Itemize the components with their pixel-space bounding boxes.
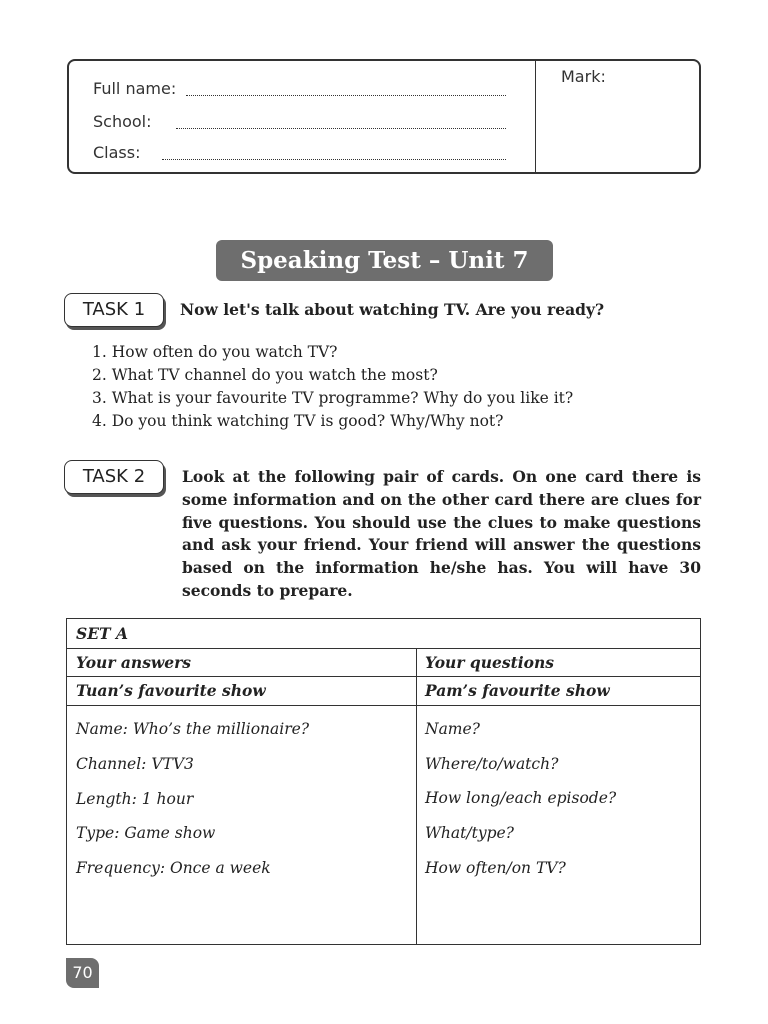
column-divider	[416, 648, 417, 944]
student-info-box	[67, 59, 701, 174]
answer-item: Frequency: Once a week	[76, 859, 271, 877]
page-title: Speaking Test – Unit 7	[216, 240, 553, 281]
full-name-label: Full name:	[93, 79, 177, 98]
school-field[interactable]	[176, 114, 506, 129]
table-divider	[67, 705, 700, 706]
class-label: Class:	[93, 143, 141, 162]
mark-label: Mark:	[561, 67, 606, 86]
answer-item: Type: Game show	[76, 824, 216, 842]
task1-question-list	[92, 341, 573, 433]
task1-question: 4. Do you think watching TV is good? Why/Why not?	[92, 412, 504, 430]
school-label: School:	[93, 112, 152, 131]
task1-question: 1. How often do you watch TV?	[92, 343, 338, 361]
answer-item: Channel: VTV3	[76, 755, 194, 773]
class-field[interactable]	[162, 145, 506, 160]
task1-badge: TASK 1	[64, 293, 164, 327]
question-clue: How often/on TV?	[425, 859, 566, 877]
col2-subheader: Pam’s favourite show	[425, 681, 610, 700]
task1-question: 2. What TV channel do you watch the most?	[92, 366, 438, 384]
class-row	[93, 143, 140, 162]
full-name-row	[93, 79, 176, 98]
task2-instruction: Look at the following pair of cards. On one card there is some information and on the other card there are clues for five questions. You should use the clues to make questions and ask your friend. Your friend will answer the questions based on the information he/she has. You will have 30 seconds to prepare.	[182, 467, 701, 600]
question-clue: Name?	[425, 720, 480, 738]
school-row	[93, 112, 152, 131]
question-clue: Where/to/watch?	[425, 755, 559, 773]
task2-badge: TASK 2	[64, 460, 164, 494]
info-divider	[535, 61, 536, 172]
question-clue: What/type?	[425, 824, 514, 842]
answer-item: Name: Who’s the millionaire?	[76, 720, 310, 738]
page-number: 70	[66, 958, 99, 988]
table-divider	[67, 648, 700, 649]
set-label: SET A	[76, 624, 128, 643]
set-a-table	[66, 618, 701, 945]
question-clue: How long/each episode?	[425, 789, 617, 807]
answer-item: Length: 1 hour	[76, 790, 194, 808]
task1-instruction: Now let's talk about watching TV. Are you ready?	[180, 300, 605, 319]
full-name-field[interactable]	[186, 81, 506, 96]
col1-header: Your answers	[76, 653, 192, 672]
col1-subheader: Tuan’s favourite show	[76, 681, 266, 700]
table-divider	[67, 676, 700, 677]
col2-header: Your questions	[425, 653, 554, 672]
task1-question: 3. What is your favourite TV programme? Why do you like it?	[92, 389, 574, 407]
